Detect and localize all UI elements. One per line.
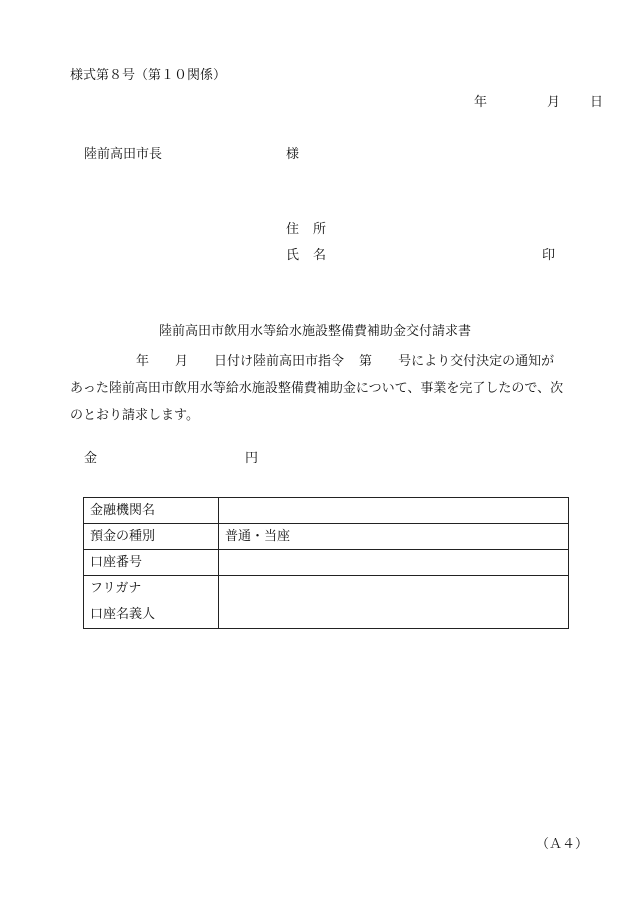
date-line	[474, 96, 603, 109]
body-month: 月	[175, 354, 189, 369]
amount-unit: 円	[245, 451, 259, 466]
account-holder-kana-label: フリガナ	[90, 581, 142, 596]
address-label-1: 住	[286, 222, 300, 237]
name-label-2: 名	[313, 248, 327, 263]
seal-mark: 印	[542, 248, 556, 263]
address-label-2: 所	[313, 222, 327, 237]
amount-label: 金	[84, 451, 98, 466]
deposit-type-field[interactable]: 普通・当座	[219, 524, 569, 550]
bank-name-field[interactable]	[219, 498, 569, 524]
date-day-label: 日	[590, 95, 604, 110]
table-row	[84, 576, 569, 629]
bank-name-label: 金融機関名	[84, 498, 219, 524]
bank-account-table	[83, 497, 569, 629]
body-number-prefix: 第	[359, 354, 373, 369]
name-label-1: 氏	[286, 248, 300, 263]
form-number: 様式第８号（第１０関係）	[70, 68, 227, 83]
paper-size-note: （Ａ４）	[536, 837, 589, 852]
body-year: 年	[136, 354, 150, 369]
addressee-honorific: 様	[286, 147, 300, 162]
table-row	[84, 498, 569, 524]
request-body-text	[70, 348, 582, 429]
account-number-label: 口座番号	[84, 550, 219, 576]
account-number-field[interactable]	[219, 550, 569, 576]
body-line-2: あった陸前高田市飲用水等給水施設整備費補助金について、事業を完了したので、次	[70, 381, 564, 396]
amount-line	[84, 451, 259, 466]
addressee	[84, 147, 300, 162]
body-after-number: 号により交付決定の通知が	[398, 354, 555, 369]
addressee-name: 陸前高田市長	[84, 147, 163, 162]
account-holder-name-label: 口座名義人	[90, 607, 156, 622]
account-holder-label	[84, 576, 219, 629]
account-holder-field[interactable]	[219, 576, 569, 629]
body-after-date: 日付け陸前高田市指令	[214, 354, 345, 369]
body-line-3: のとおり請求します。	[70, 408, 199, 423]
date-month-label: 月	[547, 95, 561, 110]
document-title: 陸前高田市飲用水等給水施設整備費補助金交付請求書	[158, 324, 471, 339]
body-line-1	[70, 348, 582, 375]
date-year-label: 年	[474, 95, 488, 110]
table-row	[84, 524, 569, 550]
table-row	[84, 550, 569, 576]
deposit-type-label: 預金の種別	[84, 524, 219, 550]
